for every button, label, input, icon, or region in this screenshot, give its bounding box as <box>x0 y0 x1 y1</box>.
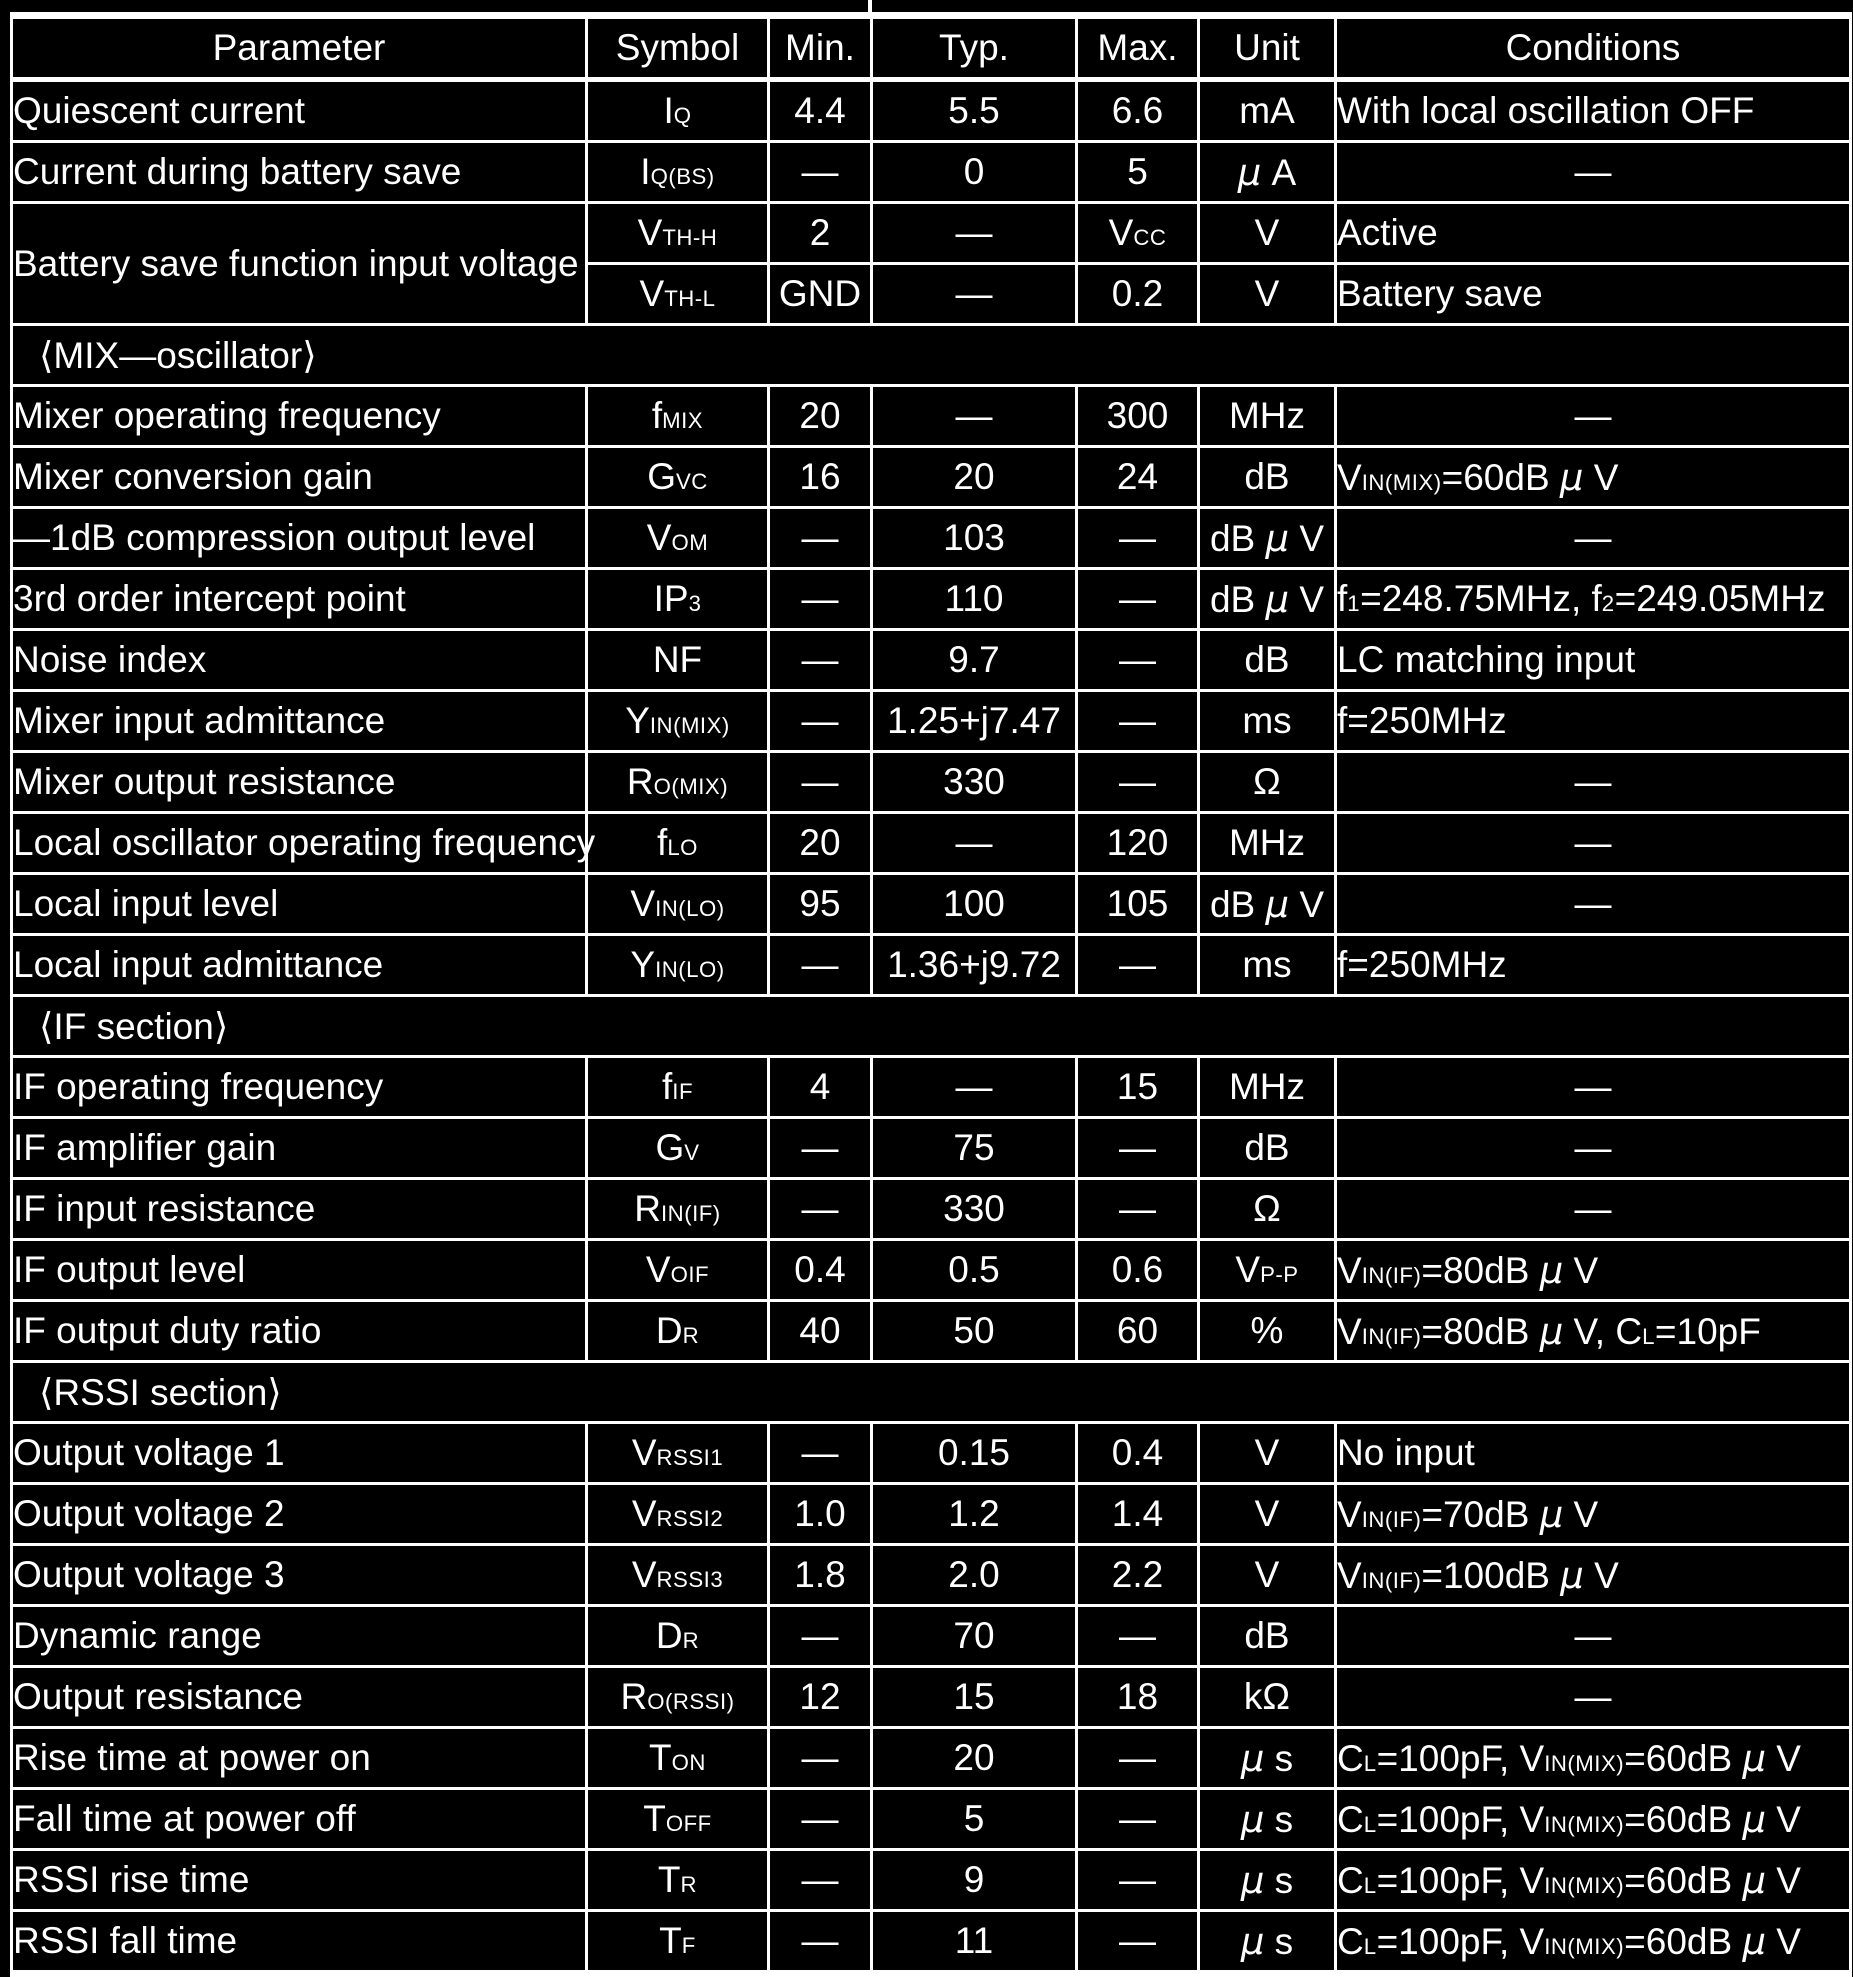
cell-min: 0.4 <box>769 1240 872 1301</box>
table-row <box>12 1911 1851 1974</box>
cell-symbol: VOM <box>587 508 769 569</box>
cell-conditions: VIN(IF)=100dB μ V <box>1336 1545 1851 1606</box>
cell-conditions: f=250MHz <box>1336 691 1851 752</box>
cell-max: — <box>1077 1118 1199 1179</box>
section-header-label: ⟨IF section⟩ <box>12 996 1851 1057</box>
cell-max: — <box>1077 1179 1199 1240</box>
table-row <box>12 203 1851 264</box>
cell-parameter: Mixer conversion gain <box>12 447 587 508</box>
cell-conditions: — <box>1336 142 1851 203</box>
cell-min: 1.8 <box>769 1545 872 1606</box>
cell-typ: — <box>872 386 1077 447</box>
cell-unit: dB <box>1199 1606 1336 1667</box>
cell-parameter: IF operating frequency <box>12 1057 587 1118</box>
cell-max: 2.2 <box>1077 1545 1199 1606</box>
cell-conditions: Battery save <box>1336 264 1851 325</box>
cell-conditions: VIN(MIX)=60dB μ V <box>1336 447 1851 508</box>
cell-typ: 1.25+j7.47 <box>872 691 1077 752</box>
cell-symbol: VRSSI3 <box>587 1545 769 1606</box>
cell-typ: 0 <box>872 142 1077 203</box>
scan-artifact-vline <box>585 1885 588 1918</box>
cell-conditions: VIN(IF)=70dB μ V <box>1336 1484 1851 1545</box>
cell-unit: dB <box>1199 1118 1336 1179</box>
cell-max: — <box>1077 1728 1199 1789</box>
cell-symbol: fMIX <box>587 386 769 447</box>
cell-min: — <box>769 691 872 752</box>
spec-table-body <box>12 80 1851 1974</box>
cell-conditions: — <box>1336 1179 1851 1240</box>
column-header-sym: Symbol <box>587 16 769 80</box>
cell-typ: 100 <box>872 874 1077 935</box>
cell-symbol: DR <box>587 1301 769 1362</box>
cell-parameter: IF input resistance <box>12 1179 587 1240</box>
cell-conditions: No input <box>1336 1423 1851 1484</box>
cell-max: 0.4 <box>1077 1423 1199 1484</box>
cell-min: 12 <box>769 1667 872 1728</box>
cell-parameter: Local input admittance <box>12 935 587 996</box>
cell-unit: Ω <box>1199 1179 1336 1240</box>
cell-min: — <box>769 1850 872 1911</box>
cell-unit: V <box>1199 1484 1336 1545</box>
cell-conditions: CL=100pF, VIN(MIX)=60dB μ V <box>1336 1911 1851 1974</box>
cell-symbol: VIN(LO) <box>587 874 769 935</box>
column-header-cond: Conditions <box>1336 16 1851 80</box>
table-row <box>12 691 1851 752</box>
table-row <box>12 752 1851 813</box>
cell-typ: 0.15 <box>872 1423 1077 1484</box>
scan-artifact-vline <box>1334 1885 1337 1918</box>
cell-parameter: RSSI rise time <box>12 1850 587 1911</box>
cell-max: 5 <box>1077 142 1199 203</box>
cell-unit: V <box>1199 1423 1336 1484</box>
cell-max: — <box>1077 1850 1199 1911</box>
cell-max: — <box>1077 630 1199 691</box>
cell-max: 18 <box>1077 1667 1199 1728</box>
cell-conditions: CL=100pF, VIN(MIX)=60dB μ V <box>1336 1850 1851 1911</box>
cell-symbol: YIN(MIX) <box>587 691 769 752</box>
cell-typ: 1.36+j9.72 <box>872 935 1077 996</box>
cell-min: 4 <box>769 1057 872 1118</box>
cell-max: 300 <box>1077 386 1199 447</box>
cell-typ: 9 <box>872 1850 1077 1911</box>
cell-symbol: TON <box>587 1728 769 1789</box>
cell-min: 4.4 <box>769 80 872 142</box>
section-header-row <box>12 996 1851 1057</box>
cell-conditions: — <box>1336 752 1851 813</box>
cell-parameter: —1dB compression output level <box>12 508 587 569</box>
cell-min: — <box>769 1423 872 1484</box>
cell-symbol: GVC <box>587 447 769 508</box>
cell-unit: % <box>1199 1301 1336 1362</box>
cell-parameter: Output voltage 1 <box>12 1423 587 1484</box>
cell-conditions: f1=248.75MHz, f2=249.05MHz <box>1336 569 1851 630</box>
cell-parameter: IF output duty ratio <box>12 1301 587 1362</box>
table-row <box>12 1057 1851 1118</box>
table-row <box>12 1179 1851 1240</box>
cell-typ: 20 <box>872 447 1077 508</box>
table-row <box>12 569 1851 630</box>
cell-unit: Ω <box>1199 752 1336 813</box>
cell-symbol: fIF <box>587 1057 769 1118</box>
cell-symbol: TF <box>587 1911 769 1974</box>
cell-conditions: — <box>1336 508 1851 569</box>
cell-conditions: — <box>1336 1057 1851 1118</box>
cell-typ: 110 <box>872 569 1077 630</box>
cell-conditions: CL=100pF, VIN(MIX)=60dB μ V <box>1336 1728 1851 1789</box>
cell-min: 16 <box>769 447 872 508</box>
cell-typ: 70 <box>872 1606 1077 1667</box>
cell-symbol: IQ <box>587 80 769 142</box>
table-row <box>12 1423 1851 1484</box>
cell-parameter: Output resistance <box>12 1667 587 1728</box>
header-row <box>12 16 1851 80</box>
cell-typ: 330 <box>872 752 1077 813</box>
table-row <box>12 80 1851 142</box>
cell-unit: MHz <box>1199 386 1336 447</box>
cell-min: 1.0 <box>769 1484 872 1545</box>
cell-max: 6.6 <box>1077 80 1199 142</box>
cell-conditions: LC matching input <box>1336 630 1851 691</box>
cell-symbol: VTH-L <box>587 264 769 325</box>
cell-conditions: — <box>1336 1118 1851 1179</box>
cell-max: VCC <box>1077 203 1199 264</box>
cell-min: — <box>769 1911 872 1974</box>
cell-unit: dB <box>1199 447 1336 508</box>
cell-symbol: fLO <box>587 813 769 874</box>
cell-unit: MHz <box>1199 813 1336 874</box>
spec-table <box>10 12 1852 1977</box>
cell-unit: V <box>1199 203 1336 264</box>
cell-unit: mA <box>1199 80 1336 142</box>
cell-parameter: Mixer input admittance <box>12 691 587 752</box>
cell-typ: 103 <box>872 508 1077 569</box>
cell-parameter: Dynamic range <box>12 1606 587 1667</box>
cell-max: 24 <box>1077 447 1199 508</box>
table-row <box>12 447 1851 508</box>
cell-conditions: CL=100pF, VIN(MIX)=60dB μ V <box>1336 1789 1851 1850</box>
cell-parameter: Mixer output resistance <box>12 752 587 813</box>
cell-symbol: IQ(BS) <box>587 142 769 203</box>
cell-typ: 1.2 <box>872 1484 1077 1545</box>
cell-unit: MHz <box>1199 1057 1336 1118</box>
cell-symbol: TOFF <box>587 1789 769 1850</box>
cell-unit: ms <box>1199 935 1336 996</box>
cell-unit: dB μ V <box>1199 874 1336 935</box>
cell-parameter: Output voltage 2 <box>12 1484 587 1545</box>
cell-max: 15 <box>1077 1057 1199 1118</box>
cell-conditions: — <box>1336 386 1851 447</box>
cell-parameter: Quiescent current <box>12 80 587 142</box>
cell-symbol: IP3 <box>587 569 769 630</box>
cell-typ: 330 <box>872 1179 1077 1240</box>
column-header-typ: Typ. <box>872 16 1077 80</box>
cell-unit: kΩ <box>1199 1667 1336 1728</box>
cell-parameter: Mixer operating frequency <box>12 386 587 447</box>
section-header-label: ⟨MIX—oscillator⟩ <box>12 325 1851 386</box>
table-row <box>12 813 1851 874</box>
table-row <box>12 508 1851 569</box>
cell-min: GND <box>769 264 872 325</box>
cell-conditions: VIN(IF)=80dB μ V, CL=10pF <box>1336 1301 1851 1362</box>
cell-parameter: Current during battery save <box>12 142 587 203</box>
cell-max: 0.2 <box>1077 264 1199 325</box>
cell-parameter: Local input level <box>12 874 587 935</box>
cell-parameter: Rise time at power on <box>12 1728 587 1789</box>
cell-parameter: 3rd order intercept point <box>12 569 587 630</box>
cell-symbol: VRSSI2 <box>587 1484 769 1545</box>
cell-unit: μ s <box>1199 1850 1336 1911</box>
cell-min: 95 <box>769 874 872 935</box>
table-row <box>12 874 1851 935</box>
cell-typ: 11 <box>872 1911 1077 1974</box>
cell-unit: VP-P <box>1199 1240 1336 1301</box>
cell-min: — <box>769 1179 872 1240</box>
cell-symbol: VRSSI1 <box>587 1423 769 1484</box>
cell-max: — <box>1077 935 1199 996</box>
cell-parameter: IF output level <box>12 1240 587 1301</box>
cell-min: 2 <box>769 203 872 264</box>
cell-symbol: RIN(IF) <box>587 1179 769 1240</box>
cell-min: 20 <box>769 386 872 447</box>
column-header-unit: Unit <box>1199 16 1336 80</box>
table-row <box>12 142 1851 203</box>
table-row <box>12 1728 1851 1789</box>
column-header-max: Max. <box>1077 16 1199 80</box>
cell-max: 60 <box>1077 1301 1199 1362</box>
cell-conditions: With local oscillation OFF <box>1336 80 1851 142</box>
cell-min: — <box>769 1728 872 1789</box>
cell-conditions: — <box>1336 1606 1851 1667</box>
cell-conditions: VIN(IF)=80dB μ V <box>1336 1240 1851 1301</box>
cell-unit: dB μ V <box>1199 569 1336 630</box>
table-row <box>12 1118 1851 1179</box>
table-row <box>12 1667 1851 1728</box>
cell-conditions: f=250MHz <box>1336 935 1851 996</box>
cell-min: — <box>769 569 872 630</box>
cell-max: — <box>1077 1606 1199 1667</box>
table-row <box>12 630 1851 691</box>
section-header-label: ⟨RSSI section⟩ <box>12 1362 1851 1423</box>
cell-unit: μ s <box>1199 1789 1336 1850</box>
table-row <box>12 935 1851 996</box>
cell-symbol: NF <box>587 630 769 691</box>
cell-parameter: Output voltage 3 <box>12 1545 587 1606</box>
cell-typ: — <box>872 203 1077 264</box>
table-row <box>12 1240 1851 1301</box>
cell-typ: — <box>872 264 1077 325</box>
scan-artifact-vline <box>870 1885 873 1918</box>
cell-conditions: Active <box>1336 203 1851 264</box>
cell-unit: dB <box>1199 630 1336 691</box>
cell-unit: ms <box>1199 691 1336 752</box>
cell-typ: 50 <box>872 1301 1077 1362</box>
cell-typ: 15 <box>872 1667 1077 1728</box>
column-header-min: Min. <box>769 16 872 80</box>
cell-max: — <box>1077 508 1199 569</box>
scan-artifact-vline <box>767 1885 770 1918</box>
cell-max: — <box>1077 1911 1199 1974</box>
cell-parameter: Noise index <box>12 630 587 691</box>
cell-symbol: VTH-H <box>587 203 769 264</box>
cell-min: — <box>769 1606 872 1667</box>
section-header-row <box>12 1362 1851 1423</box>
cell-max: 1.4 <box>1077 1484 1199 1545</box>
cell-unit: dB μ V <box>1199 508 1336 569</box>
scan-artifact-vline <box>1197 1885 1200 1918</box>
cell-unit: μ A <box>1199 142 1336 203</box>
cell-typ: — <box>872 813 1077 874</box>
cell-max: — <box>1077 569 1199 630</box>
section-header-row <box>12 325 1851 386</box>
cell-min: — <box>769 752 872 813</box>
cell-min: — <box>769 1118 872 1179</box>
cell-typ: — <box>872 1057 1077 1118</box>
cell-symbol: DR <box>587 1606 769 1667</box>
spec-table-head <box>12 16 1851 80</box>
scan-artifact-vline <box>1075 1885 1078 1918</box>
cell-symbol: YIN(LO) <box>587 935 769 996</box>
cell-max: 120 <box>1077 813 1199 874</box>
cell-max: — <box>1077 691 1199 752</box>
cell-typ: 5.5 <box>872 80 1077 142</box>
cell-symbol: TR <box>587 1850 769 1911</box>
cell-typ: 5 <box>872 1789 1077 1850</box>
cell-min: 20 <box>769 813 872 874</box>
cell-max: 0.6 <box>1077 1240 1199 1301</box>
cell-conditions: — <box>1336 874 1851 935</box>
cell-unit: μ s <box>1199 1911 1336 1974</box>
cell-typ: 2.0 <box>872 1545 1077 1606</box>
cell-symbol: RO(MIX) <box>587 752 769 813</box>
cell-typ: 9.7 <box>872 630 1077 691</box>
column-header-param: Parameter <box>12 16 587 80</box>
cell-min: — <box>769 630 872 691</box>
table-row <box>12 1484 1851 1545</box>
cell-parameter: RSSI fall time <box>12 1911 587 1974</box>
cell-symbol: GV <box>587 1118 769 1179</box>
cell-max: 105 <box>1077 874 1199 935</box>
cell-max: — <box>1077 1789 1199 1850</box>
cell-min: — <box>769 142 872 203</box>
cell-min: — <box>769 508 872 569</box>
cell-parameter: Battery save function input voltage <box>12 203 587 325</box>
table-row <box>12 1850 1851 1911</box>
cell-symbol: VOIF <box>587 1240 769 1301</box>
cell-min: — <box>769 935 872 996</box>
table-row <box>12 386 1851 447</box>
cell-parameter: IF amplifier gain <box>12 1118 587 1179</box>
cell-max: — <box>1077 752 1199 813</box>
cell-min: — <box>769 1789 872 1850</box>
cell-conditions: — <box>1336 813 1851 874</box>
cell-unit: μ s <box>1199 1728 1336 1789</box>
cell-symbol: RO(RSSI) <box>587 1667 769 1728</box>
cell-min: 40 <box>769 1301 872 1362</box>
table-row <box>12 1301 1851 1362</box>
cell-typ: 20 <box>872 1728 1077 1789</box>
cell-conditions: — <box>1336 1667 1851 1728</box>
table-row <box>12 1545 1851 1606</box>
table-row <box>12 1789 1851 1850</box>
cell-typ: 0.5 <box>872 1240 1077 1301</box>
cell-unit: V <box>1199 264 1336 325</box>
table-row <box>12 1606 1851 1667</box>
cell-unit: V <box>1199 1545 1336 1606</box>
cell-parameter: Local oscillator operating frequency <box>12 813 587 874</box>
cell-typ: 75 <box>872 1118 1077 1179</box>
cell-parameter: Fall time at power off <box>12 1789 587 1850</box>
